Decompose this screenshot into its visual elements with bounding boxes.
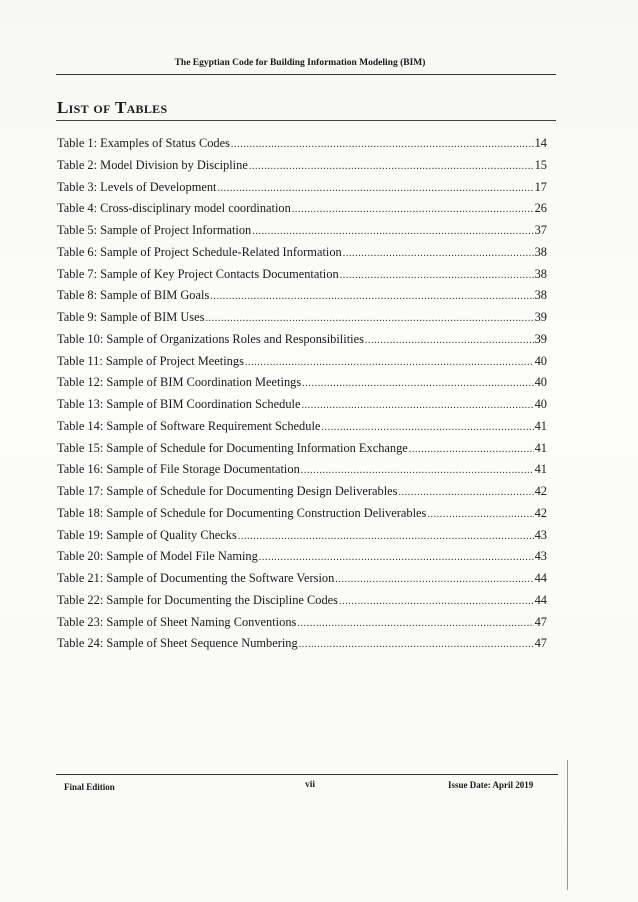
toc-entry-page: 39	[534, 310, 547, 324]
toc-entry-label: Table 2: Model Division by Discipline	[57, 157, 248, 172]
toc-entry-label: Table 9: Sample of BIM Uses	[57, 310, 205, 324]
toc-entry	[57, 264, 547, 286]
dot-leader	[210, 286, 533, 308]
toc-entry-label: Table 24: Sample of Sheet Sequence Numbering	[57, 636, 298, 651]
section-divider	[56, 120, 556, 121]
toc-entry-page: 17	[534, 179, 547, 194]
dot-leader	[299, 634, 534, 656]
dot-leader	[409, 439, 534, 461]
toc-entry	[57, 438, 547, 460]
toc-entry-label: Table 18: Sample of Schedule for Documenting Construction Deliverables	[57, 505, 427, 520]
toc-entry-label: Table 3: Levels of Development	[57, 179, 217, 194]
toc-entry-label: Table 12: Sample of BIM Coordination Meetings	[57, 375, 302, 390]
toc-entry-label: Table 10: Sample of Organizations Roles and Responsibilities	[57, 331, 364, 346]
toc-entry	[57, 307, 547, 329]
dot-leader	[245, 352, 534, 374]
toc-entry-page: 14	[534, 136, 547, 150]
toc-entry-label: Table 22: Sample for Documenting the Discipline Codes	[57, 592, 338, 607]
dot-leader	[249, 156, 534, 178]
toc-entry-label: Table 20: Sample of Model File Naming	[57, 549, 258, 564]
toc-entry	[57, 612, 547, 634]
footer-page-number: vii	[305, 780, 316, 790]
toc-entry-page: 38	[534, 288, 547, 303]
toc-entry	[57, 155, 547, 177]
dot-leader	[238, 526, 534, 548]
toc-entry-page: 44	[534, 592, 547, 607]
dot-leader	[302, 373, 533, 395]
toc-entry-label: Table 23: Sample of Sheet Naming Conventions	[57, 614, 297, 629]
list-of-tables	[57, 133, 547, 655]
toc-entry-page: 39	[534, 331, 547, 346]
footer-divider	[56, 774, 558, 775]
toc-entry-label: Table 17: Sample of Schedule for Documenting Design Deliverables	[57, 484, 398, 498]
toc-entry-page: 47	[534, 614, 547, 629]
toc-entry	[57, 459, 547, 481]
toc-entry-label: Table 21: Sample of Documenting the Software Version	[57, 571, 335, 585]
toc-entry-label: Table 19: Sample of Quality Checks	[57, 527, 237, 542]
toc-entry-page: 47	[534, 636, 547, 651]
scan-edge-line	[567, 760, 568, 890]
toc-entry-label: Table 4: Cross-disciplinary model coordination	[57, 201, 291, 216]
dot-leader	[301, 460, 534, 482]
toc-entry-page: 43	[534, 527, 547, 542]
dot-leader	[427, 504, 533, 526]
toc-entry-label: Table 1: Examples of Status Codes	[57, 136, 230, 150]
toc-entry-label: Table 16: Sample of File Storage Documentation	[57, 462, 300, 477]
toc-entry	[57, 503, 547, 525]
header-divider	[56, 74, 556, 75]
toc-entry-page: 38	[534, 266, 547, 281]
toc-entry	[57, 242, 547, 264]
toc-entry	[57, 285, 547, 307]
toc-entry	[57, 198, 547, 220]
toc-entry-page: 43	[534, 549, 547, 564]
dot-leader	[335, 569, 533, 591]
dot-leader	[321, 417, 533, 439]
toc-entry	[57, 177, 547, 199]
toc-entry	[57, 351, 547, 373]
toc-entry-page: 40	[534, 397, 547, 411]
footer-edition: Final Edition	[64, 782, 115, 792]
toc-entry-label: Table 11: Sample of Project Meetings	[57, 353, 244, 368]
dot-leader	[297, 613, 533, 635]
toc-entry-label: Table 14: Sample of Software Requirement Schedule	[57, 418, 321, 433]
dot-leader	[340, 265, 534, 287]
toc-entry-page: 41	[534, 418, 547, 433]
toc-entry	[57, 568, 547, 590]
toc-entry	[57, 329, 547, 351]
section-heading	[57, 98, 167, 118]
toc-entry-page: 40	[534, 353, 547, 368]
dot-leader	[259, 547, 534, 569]
dot-leader	[398, 482, 533, 504]
toc-entry-page: 26	[534, 201, 547, 216]
toc-entry	[57, 481, 547, 503]
running-header: The Egyptian Code for Building Information Modeling (BIM)	[174, 58, 426, 68]
toc-entry-page: 44	[534, 571, 547, 585]
dot-leader	[205, 308, 533, 330]
toc-entry-label: Table 7: Sample of Key Project Contacts Documentation	[57, 266, 339, 281]
toc-entry	[57, 394, 547, 416]
dot-leader	[217, 178, 533, 200]
toc-entry	[57, 546, 547, 568]
dot-leader	[292, 199, 534, 221]
toc-entry-label: Table 15: Sample of Schedule for Documenting Information Exchange	[57, 440, 408, 455]
toc-entry	[57, 220, 547, 242]
toc-entry	[57, 525, 547, 547]
toc-entry-label: Table 6: Sample of Project Schedule-Related Information	[57, 244, 342, 259]
toc-entry-label: Table 13: Sample of BIM Coordination Schedule	[57, 397, 301, 411]
toc-entry-label: Table 5: Sample of Project Information	[57, 223, 252, 237]
toc-entry	[57, 133, 547, 155]
dot-leader	[339, 591, 534, 613]
toc-entry-page: 41	[534, 462, 547, 477]
dot-leader	[343, 243, 534, 265]
toc-entry	[57, 633, 547, 655]
toc-entry-label: Table 8: Sample of BIM Goals	[57, 288, 210, 303]
dot-leader	[301, 395, 533, 417]
toc-entry-page: 38	[534, 244, 547, 259]
toc-entry	[57, 590, 547, 612]
toc-entry-page: 37	[534, 223, 547, 237]
toc-entry-page: 42	[534, 484, 547, 498]
dot-leader	[365, 330, 534, 352]
toc-entry-page: 41	[534, 440, 547, 455]
toc-entry-page: 42	[534, 505, 547, 520]
footer-issue-date: Issue Date: April 2019	[448, 780, 534, 790]
dot-leader	[231, 134, 534, 156]
dot-leader	[252, 221, 533, 243]
toc-entry-page: 15	[534, 157, 547, 172]
toc-entry	[57, 416, 547, 438]
toc-entry-page: 40	[534, 375, 547, 390]
section-heading-text: List of Tables	[57, 98, 168, 117]
toc-entry	[57, 372, 547, 394]
